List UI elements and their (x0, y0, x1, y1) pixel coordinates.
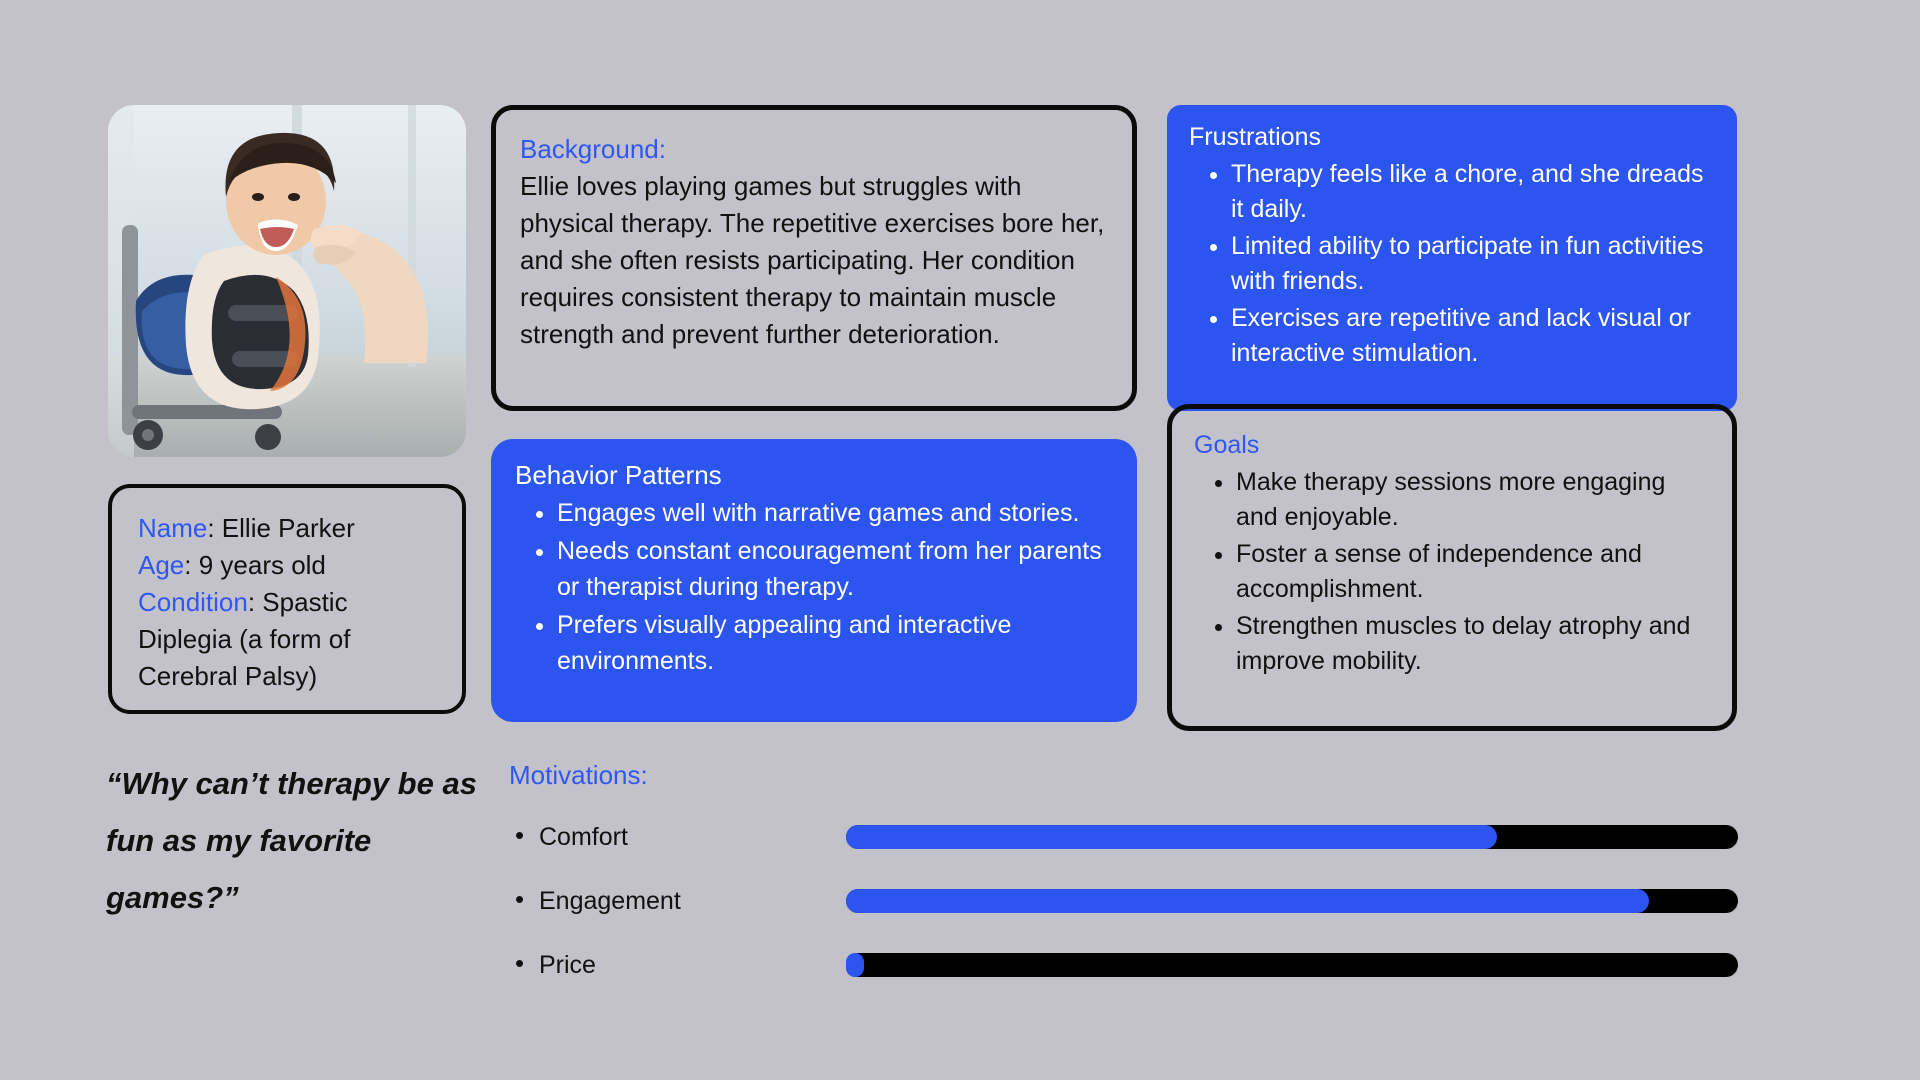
frustrations-list (1189, 157, 1715, 371)
engagement-bar-track (846, 889, 1738, 913)
background-text: Ellie loves playing games but struggles with physical therapy. The repetitive exercises bore her, and she often resists participating. Her condition requires consistent therapy to maintain muscle strength and prevent further deterioration. (520, 171, 1105, 349)
persona-age-value: : 9 years old (184, 550, 326, 580)
goals-card (1167, 404, 1737, 731)
comfort-bar-track (846, 825, 1738, 849)
persona-name-line (138, 510, 436, 547)
list-item: • Needs constant encouragement from her parents or therapist during therapy. (557, 533, 1113, 605)
motivation-bar-row (846, 805, 1738, 869)
motivations-title: Motivations: (509, 760, 648, 790)
background-title: Background: (520, 134, 666, 164)
motivation-label: • Engagement (509, 887, 681, 916)
goals-list (1194, 465, 1710, 679)
comfort-bar-fill (846, 825, 1497, 849)
list-item: • Engages well with narrative games and stories. (557, 495, 1113, 531)
persona-condition-value: : Spastic Diplegia (a form of Cerebral Palsy) (138, 587, 351, 691)
persona-name-value: : Ellie Parker (207, 513, 355, 543)
motivation-row (509, 869, 809, 933)
motivations-labels (509, 805, 809, 997)
girl-in-standing-frame-photo (108, 105, 466, 457)
persona-name-label: Name (138, 513, 208, 543)
list-item: • Make therapy sessions more engaging and enjoyable. (1236, 465, 1710, 535)
behavior-patterns-card (491, 439, 1137, 722)
list-item: • Limited ability to participate in fun activities with friends. (1231, 229, 1715, 299)
motivation-bar-row (846, 869, 1738, 933)
motivation-label: • Comfort (509, 823, 628, 852)
persona-quote: “Why can’t therapy be as fun as my favorite games?” (106, 766, 477, 915)
persona-age-line (138, 547, 436, 584)
frustrations-card (1167, 105, 1737, 411)
goals-title: Goals (1194, 431, 1260, 459)
list-item: • Strengthen muscles to delay atrophy and improve mobility. (1236, 609, 1710, 679)
frustrations-title: Frustrations (1189, 123, 1321, 151)
price-bar-fill (846, 953, 864, 977)
persona-condition-line (138, 584, 436, 695)
motivations-bars (846, 805, 1738, 997)
list-item: • Therapy feels like a chore, and she dreads it daily. (1231, 157, 1715, 227)
list-item: • Prefers visually appealing and interactive environments. (557, 607, 1113, 679)
motivation-row (509, 933, 809, 997)
price-bar-track (846, 953, 1738, 977)
persona-info-card (108, 484, 466, 714)
motivation-label: • Price (509, 951, 596, 980)
persona-condition-label: Condition (138, 587, 248, 617)
list-item: • Foster a sense of independence and accomplishment. (1236, 537, 1710, 607)
list-item: • Exercises are repetitive and lack visual or interactive stimulation. (1231, 301, 1715, 371)
engagement-bar-fill (846, 889, 1649, 913)
persona-age-label: Age (138, 550, 185, 580)
persona-photo-card (108, 105, 466, 457)
motivation-bar-row (846, 933, 1738, 997)
background-card (491, 105, 1137, 411)
behavior-patterns-list (515, 495, 1113, 679)
motivation-row (509, 805, 809, 869)
behavior-patterns-title: Behavior Patterns (515, 460, 722, 490)
